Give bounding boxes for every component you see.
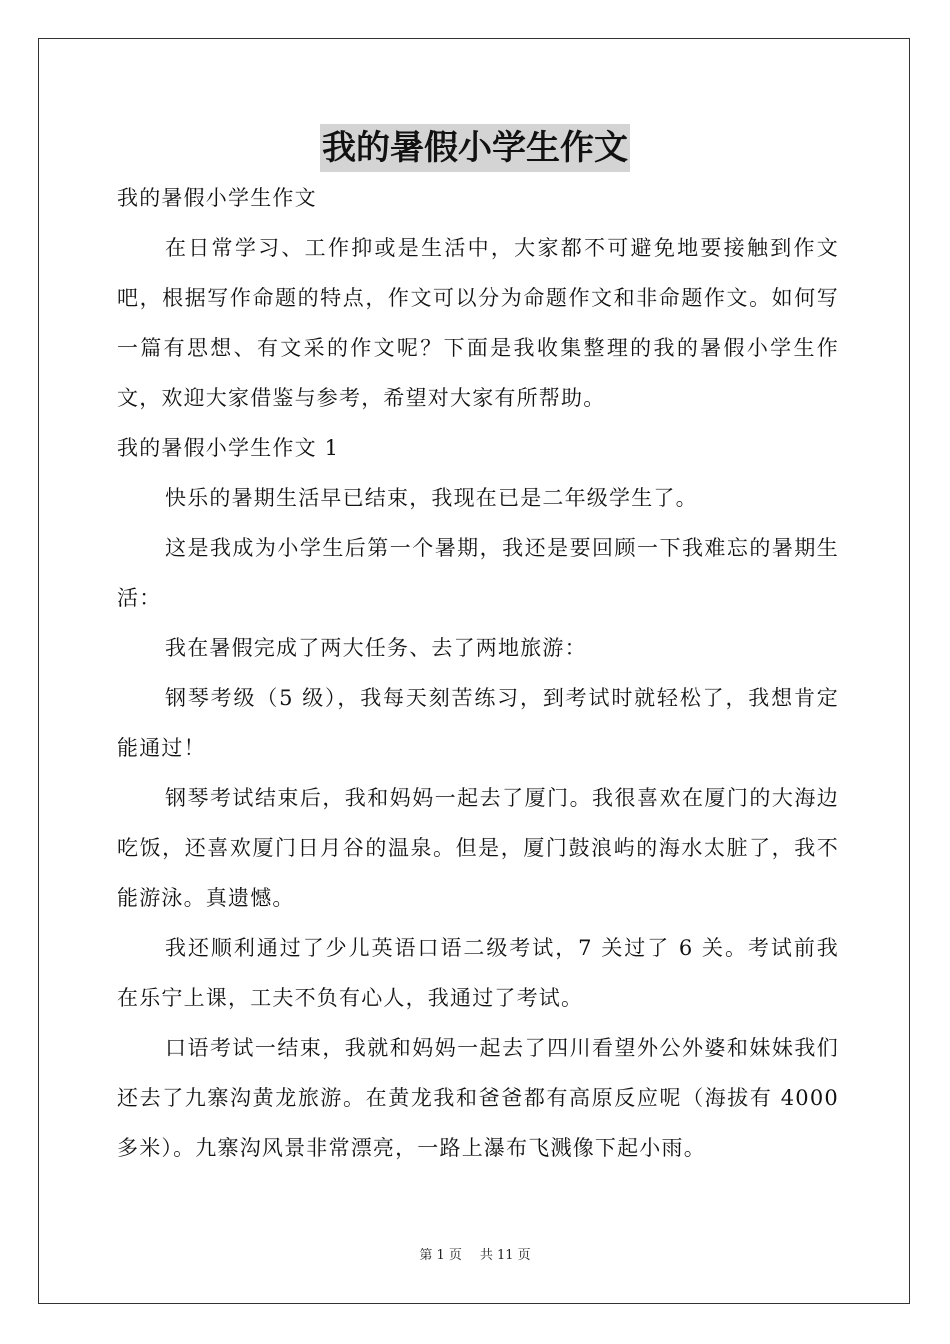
paragraph: 快乐的暑期生活早已结束，我现在已是二年级学生了。 — [165, 486, 698, 510]
paragraph: 钢琴考级（5 级），我每天刻苦练习，到考试时就轻松了，我想肯定能通过！ — [117, 686, 839, 760]
paragraph-subheading: 我的暑假小学生作文 1 — [117, 436, 340, 460]
document-title — [0, 124, 950, 179]
document-body — [117, 173, 839, 1173]
page-number: 第 1 页 — [419, 1248, 462, 1263]
paragraph: 口语考试一结束，我就和妈妈一起去了四川看望外公外婆和妹妹我们还去了九寨沟黄龙旅游。在黄龙我和爸爸都有高原反应呢（海拔有 4000 多米）。九寨沟风景非常漂亮，一路上瀑布飞溅像下起小雨。 — [117, 1036, 839, 1160]
paragraph-intro: 在日常学习、工作抑或是生活中，大家都不可避免地要接触到作文吧，根据写作命题的特点，作文可以分为命题作文和非命题作文。如何写一篇有思想、有文采的作文呢？下面是我收集整理的我的暑假小学生作文，欢迎大家借鉴与参考，希望对大家有所帮助。 — [117, 236, 839, 410]
page-total: 共 11 页 — [479, 1248, 531, 1263]
paragraph: 这是我成为小学生后第一个暑期，我还是要回顾一下我难忘的暑期生活： — [117, 536, 839, 610]
paragraph-heading: 我的暑假小学生作文 — [117, 186, 317, 210]
document-title-text: 我的暑假小学生作文 — [320, 124, 630, 172]
page-footer — [0, 1244, 950, 1263]
paragraph: 钢琴考试结束后，我和妈妈一起去了厦门。我很喜欢在厦门的大海边吃饭，还喜欢厦门日月谷的温泉。但是，厦门鼓浪屿的海水太脏了，我不能游泳。真遗憾。 — [117, 786, 839, 910]
paragraph: 我还顺利通过了少儿英语口语二级考试，7 关过了 6 关。考试前我在乐宁上课，工夫不负有心人，我通过了考试。 — [117, 936, 839, 1010]
paragraph: 我在暑假完成了两大任务、去了两地旅游： — [165, 636, 587, 660]
